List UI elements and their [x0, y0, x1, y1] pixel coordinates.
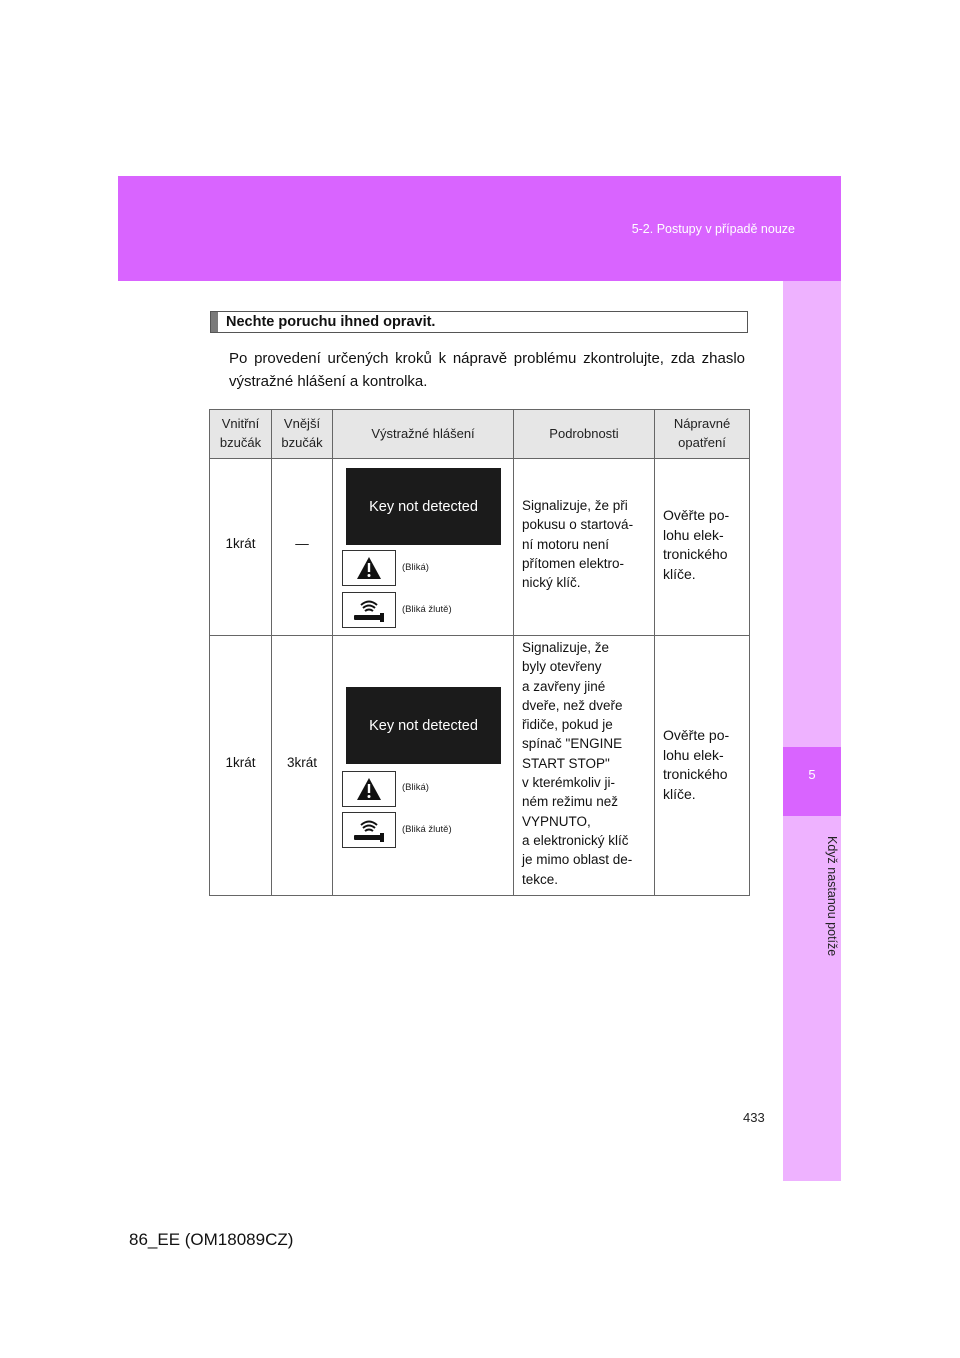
- smart-key-icon: [342, 812, 396, 848]
- warning-table: [209, 409, 750, 896]
- header-details: Podrobnosti: [549, 426, 619, 441]
- header-line: Vnitřní: [221, 416, 260, 431]
- icon-note: (Bliká žlutě): [402, 604, 452, 615]
- row-outer-buzzer: —: [295, 536, 309, 551]
- row-action: [663, 506, 747, 584]
- chapter-number: 5: [808, 767, 816, 782]
- section-heading: [210, 311, 748, 333]
- action-line: Ověřte po-: [663, 727, 730, 743]
- display-message: Key not detected: [369, 498, 478, 515]
- header-outer-buzzer: [272, 414, 332, 452]
- detail-line: Signalizuje, že: [522, 640, 610, 655]
- detail-line: tekce.: [522, 871, 559, 887]
- row-details: [522, 638, 652, 889]
- column-divider: [332, 410, 333, 895]
- column-divider: [513, 410, 514, 895]
- warning-triangle-icon: [342, 771, 396, 807]
- header-line: opatření: [678, 435, 726, 450]
- header-inner-buzzer: [210, 414, 271, 452]
- chapter-number-box: [783, 747, 841, 816]
- row-inner-buzzer: 1krát: [225, 536, 256, 551]
- detail-line: ném režimu než: [522, 794, 619, 810]
- row-outer-buzzer: 3krát: [286, 755, 317, 770]
- detail-line: řidiče, pokud je: [522, 717, 613, 733]
- breadcrumb: 5-2. Postupy v případě nouze: [631, 222, 795, 236]
- heading-marker: [211, 312, 218, 332]
- action-line: klíče.: [663, 565, 696, 582]
- detail-line: VYPNUTO,: [522, 813, 591, 829]
- detail-line: přítomen elektro-: [522, 555, 625, 571]
- detail-line: spínač "ENGINE: [522, 736, 623, 752]
- header-warning-message: Výstražné hlášení: [371, 426, 475, 441]
- action-line: tronického: [663, 546, 728, 562]
- section-paragraph: Po provedení určených kroků k nápravě problému zkontrolujte, zda zhaslo výstražné hlášení a kontrolka.: [229, 350, 745, 390]
- header-line: bzučák: [281, 435, 323, 450]
- column-divider: [271, 410, 272, 895]
- row-action: [663, 726, 747, 804]
- warning-triangle-icon: [342, 550, 396, 586]
- row-details: [522, 496, 652, 592]
- header-band: [118, 176, 841, 281]
- detail-line: pokusu o startová-: [522, 517, 634, 533]
- chapter-label: Když nastanou potíže: [825, 835, 839, 957]
- header-line: bzučák: [219, 435, 262, 450]
- detail-line: a zavřeny jiné: [522, 678, 606, 694]
- detail-line: nický klíč.: [522, 575, 581, 591]
- action-line: lohu elek-: [663, 526, 724, 543]
- smart-key-icon: [342, 592, 396, 628]
- detail-line: START STOP": [522, 755, 610, 771]
- action-line: Ověřte po-: [663, 507, 730, 523]
- detail-line: a elektronický klíč: [522, 832, 629, 848]
- page-number: 433: [743, 1110, 765, 1125]
- detail-line: dveře, než dveře: [522, 697, 623, 713]
- side-tab: [783, 281, 841, 1181]
- detail-line: byly otevřeny: [522, 659, 602, 675]
- display-screen: [346, 687, 501, 764]
- header-line: Nápravné: [673, 416, 731, 431]
- action-line: lohu elek-: [663, 746, 724, 763]
- document-code: 86_EE (OM18089CZ): [129, 1230, 294, 1249]
- header-line: Vnější: [283, 416, 321, 431]
- section-heading-text: Nechte poruchu ihned opravit.: [226, 314, 436, 330]
- row-divider: [210, 635, 749, 636]
- row-inner-buzzer: 1krát: [225, 755, 256, 770]
- detail-line: v kterémkoliv ji-: [522, 775, 616, 791]
- icon-note: (Bliká): [402, 562, 429, 573]
- detail-line: Signalizuje, že při: [522, 498, 628, 513]
- detail-line: ní motoru není: [522, 536, 610, 552]
- column-divider: [654, 410, 655, 895]
- icon-note: (Bliká žlutě): [402, 824, 452, 835]
- icon-note: (Bliká): [402, 782, 429, 793]
- display-message: Key not detected: [369, 717, 478, 734]
- action-line: tronického: [663, 766, 728, 782]
- detail-line: je mimo oblast de-: [522, 852, 633, 868]
- action-line: klíče.: [663, 785, 696, 802]
- header-action: [655, 414, 749, 452]
- display-screen: [346, 468, 501, 545]
